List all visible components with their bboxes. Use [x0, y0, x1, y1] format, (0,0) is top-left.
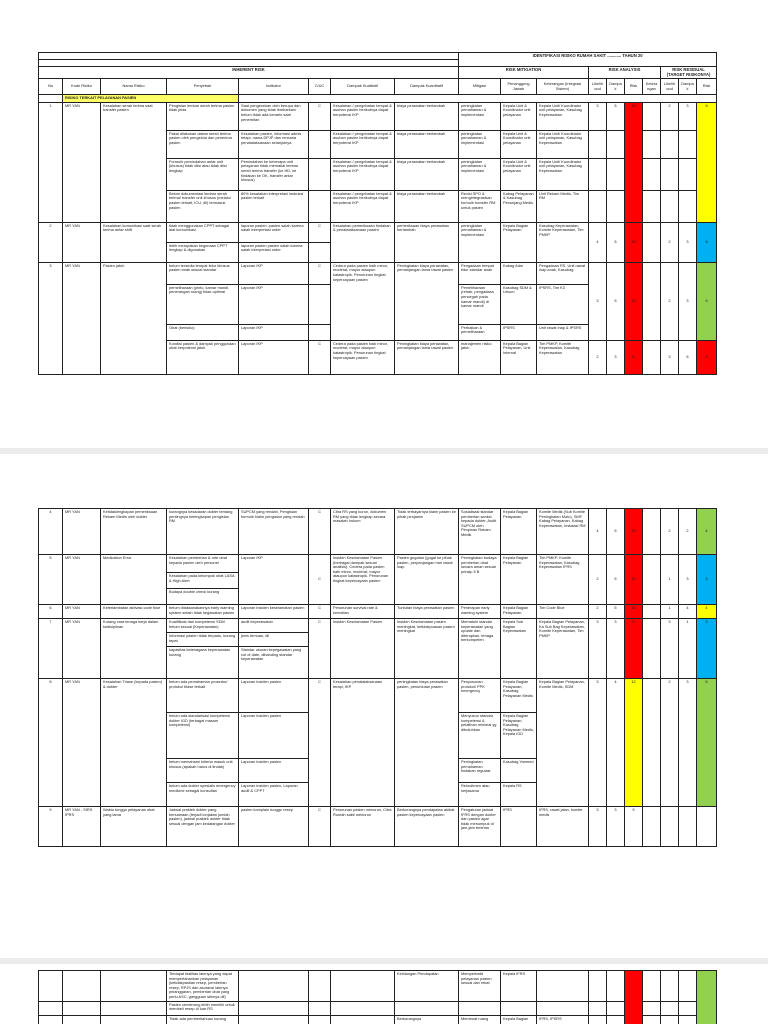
likelihood: 4: [589, 509, 607, 555]
risk-score: 20: [625, 222, 643, 262]
impact-residual: 3: [679, 222, 697, 262]
col-dampak-kuantitatif: Dampak Kuantitatif: [395, 79, 459, 95]
impact: 5: [607, 262, 625, 340]
page-2: [0, 500, 768, 930]
col-risk: Risk: [625, 79, 643, 95]
impact: 5: [607, 509, 625, 555]
cause: Belum dokumentasi lembar serah terima/ transfer unit khusus (melalui pasien terkait, ICU, dll) termasuk pasien: [167, 190, 239, 222]
risk-name: Pasien jatuh: [101, 262, 167, 374]
likelihood: 3: [589, 807, 607, 847]
impact-residual: 3: [679, 679, 697, 807]
cause: Budaya double check kurang: [167, 589, 239, 605]
mitigation: Peningkatan pemahaman tindakan regulasi: [459, 759, 501, 783]
impact: 5: [607, 102, 625, 130]
risk-no: 4: [39, 509, 63, 555]
col-penyebab: Penyebab: [167, 79, 239, 95]
cause: belum ada dokter spesialis emergency medicine sebagai konsultan: [167, 783, 239, 807]
pic: Kasubag Yanmed: [501, 759, 537, 783]
risk-score: 15: [625, 262, 643, 340]
pic: Kabag Pelayanan & Kasubag Penunjang Medis: [501, 190, 537, 222]
cuc: C: [309, 102, 331, 130]
pic: Kabag Adm: [501, 262, 537, 284]
risk-residual-score: 6: [697, 222, 717, 262]
cause: lebih merupakan kegunaan CPPT lengkap & digunakan: [167, 242, 239, 262]
impact-qual: Kesalahan / pengobatan tempat & asuhan pasien berikutnya dapat berpotensi IKP: [331, 102, 395, 130]
risk-code: MR YAN: [63, 509, 101, 555]
risk-no: 1: [39, 102, 63, 222]
indicator: Laporan insiden pasien: [239, 679, 309, 713]
indicator: Kesalahan pasien, informasi admis tetapi, nama DPJP dan rencana penatalaksanaan selanjutnya: [239, 130, 309, 158]
risk-code: MR YAN: [63, 605, 101, 619]
col-penanggung-jawab: Penanggung Jawab: [501, 79, 537, 95]
impact-quant: Peningkatan biaya perawatan, pemanjangan lama rawat pasien: [395, 340, 459, 374]
impact-qual: Cedera pada pasien baik minor, moderat, mayor ataupun katastropik. Penurunan tingkat kepercayaan pasien: [331, 340, 395, 374]
likelihood: 2: [589, 555, 607, 605]
risk-residual-score: 3: [697, 619, 717, 679]
risk-score: 10: [625, 605, 643, 619]
impact-residual: 3: [679, 102, 697, 130]
likelihood: 3: [589, 102, 607, 130]
cuc: C: [309, 679, 331, 807]
mitigation: Perbaikan & pemeliharaan: [459, 324, 501, 340]
col-keterangan-2: Keterangan: [643, 79, 661, 95]
cause: Pakai dilakukan dalam serah terima pasien oleh pengelola dan penerima pasien: [167, 130, 239, 158]
risk-score: 12: [625, 679, 643, 807]
impact-quant: Peningkatan biaya perawatan, pemanjangan lama rawat pasien: [395, 262, 459, 340]
indicator: audit keperawatan: [239, 619, 309, 633]
pic: IPSRS: [501, 324, 537, 340]
cause: Pasien cenderung lebih memilih untuk membeli resep di luar RS: [167, 1001, 239, 1015]
note: Unit rawat inap & IPSRS: [537, 324, 589, 340]
cause: Obat (berisiko): [167, 324, 239, 340]
impact-quant: Berkurangnya: [395, 1015, 459, 1024]
note: IFRS, IPSRS: [537, 1015, 589, 1024]
table-row: [39, 509, 717, 555]
impact-residual: 1: [679, 619, 697, 679]
table-row: [39, 102, 717, 130]
cause: Kualifikasi dan kompetensi SDM belum sesuai (Keperawatan): [167, 619, 239, 633]
pic: Kepala Unit & Koordinator unit pelayanan: [501, 158, 537, 190]
likelihood-residual: 1: [661, 555, 679, 605]
table-row: [39, 971, 717, 1002]
impact-residual: 3: [679, 262, 697, 340]
risk-no: 7: [39, 619, 63, 679]
note: IPSRS, Tim K3: [537, 284, 589, 324]
cause: belum memahami kriteria masuk unit khusus (apakah harus di tindak): [167, 759, 239, 783]
table-row: [39, 605, 717, 619]
indicator: Laporan IKP: [239, 555, 309, 605]
likelihood-residual: 2: [661, 262, 679, 340]
cuc: C: [309, 555, 331, 605]
pic: Kepala Unit & Koordinator unit pelayanan: [501, 102, 537, 130]
table-row: [39, 555, 717, 573]
impact-quant: Kehilangan Pendapatan: [395, 971, 459, 1002]
impact: 3: [607, 619, 625, 679]
cause: Jadwal praktek dokter yang bersamaan (terjadi lonjakan jumlah pasien), jadwal praktek dokter tidak sesuai dengan jam kedatangan dokter: [167, 807, 239, 847]
likelihood-residual: 2: [661, 102, 679, 130]
likelihood: 3: [589, 679, 607, 807]
indicator: Laporan insiden pasien: [239, 713, 309, 759]
risk-residual-label: RISK RESIDUAL (TARGET RISIKONYA): [661, 67, 717, 79]
cause: Kesalahan pemberian & rute obat kepada pasien oleh personel: [167, 555, 239, 573]
likelihood-residual: 2: [661, 222, 679, 262]
col-dampak: Dampak: [607, 79, 625, 95]
impact-qual: Penurunan pasien menurun, Citra Rumah sakit menurun: [331, 807, 395, 847]
note: Tim Code Blue: [537, 605, 589, 619]
indicator: Laporan insiden keselamatan pasien: [239, 605, 309, 619]
note: Tim PMKP, Komite Keperawatan, Kasubag Keperawatan IFRS: [537, 555, 589, 605]
mitigation: Pengaturan jadwal IFRS dengan dokter dan pasien agar tidak menumpuk di jam-jam tertentu: [459, 807, 501, 847]
indicator: pasien komplain tunggu resep: [239, 807, 309, 847]
cuc: C: [309, 605, 331, 619]
col-cuc: C/UC: [309, 79, 331, 95]
risk-code: MR YAN: [63, 619, 101, 679]
cause: kapasitas ketenagaan keperawatan kurang: [167, 647, 239, 679]
mitigation: Revisi SPO & mengintegrasikan formulir transfer RM untuk pasien: [459, 190, 501, 222]
impact-quant: biaya perawatan bertambah: [395, 102, 459, 130]
risk-score: 20: [625, 509, 643, 555]
pic: Kepala RS: [501, 783, 537, 807]
risk-score: 6: [625, 340, 643, 374]
impact-quant: peningkatan biaya perawatan pasien, penuntutan pasien: [395, 679, 459, 807]
indicator: Saat pengecekan oleh berupa dan dokumen yang tidak lembarkan/ belum tidak ada kenarin saat penerbitan: [239, 102, 309, 130]
cause: Terdapat fasilitas lainnya yang dapat mempertahankan pelayanan (ketidakpastian resep, pemberian resep, RPJS dan asuransi lainnya pelanggaran, pemberian obat yang perlu ASC, gangguan lainnya dll): [167, 971, 239, 1002]
likelihood-residual: 2: [661, 679, 679, 807]
mitigation: manajemen risiko jatuh: [459, 340, 501, 374]
impact: 3: [607, 340, 625, 374]
impact-qual: Insiden Keselamatan Pasien: [331, 619, 395, 679]
cause: tidak menggunakan CPPT sebagai alat komunikasi: [167, 222, 239, 242]
col-keterangan: Keterangan (Integrasi Sistem): [537, 79, 589, 95]
mitigation: Mematuhi standar keperawatan yang update dan diterapkan, tenaga berkompeten: [459, 619, 501, 679]
risk-name: Medication Error: [101, 555, 167, 605]
page-separator: [0, 958, 768, 964]
pic: Kasubag SDM & Umum: [501, 284, 537, 324]
risk-name: Kesalahan Triase (kepada pasien) & dokter: [101, 679, 167, 807]
impact-quant: Berkurangnya pendapatan akibat pasien kepercayaan pasien: [395, 807, 459, 847]
risk-code: MR YAN - SIRS IPRS: [63, 807, 101, 847]
impact-residual: 3: [679, 555, 697, 605]
cause: belum ada standarisasi kompetensi dokter IGD (terbagai masam kompetensi): [167, 713, 239, 759]
note: Komite Medik (Sub Komite Peningkatan Mutu), SMF, Kabag Pelayanan, Kabag Keperawatan, Instalasi RM: [537, 509, 589, 555]
likelihood-residual: 2: [661, 509, 679, 555]
mitigation: Penerapan early warning system: [459, 605, 501, 619]
risk-no: 9: [39, 807, 63, 847]
indicator: jenis temuan, dll: [239, 633, 309, 647]
indicator: Standar ukuran kepegawaian yang cut of date, dibanding standar keperawatan: [239, 647, 309, 679]
cuc: C: [309, 340, 331, 374]
document-title: IDENTIFIKASI RISIKO RUMAH SAKIT ............ TAHUN 20: [459, 53, 717, 67]
pic: Kepala Bagian: [501, 1015, 537, 1024]
col-dampak-kualitatif: Dampak Kualitatif: [331, 79, 395, 95]
risk-no: 5: [39, 555, 63, 605]
pic: Kepala Bagian Pelayanan, Kasubag Pelayanan Medis, Kepala IGD: [501, 713, 537, 759]
impact-qual: Kesalahan penatalaksanaan terapi, IKP: [331, 679, 395, 807]
risk-name: Ketidaklengkapan pemeriksaan Rekam Medis oleh dokter: [101, 509, 167, 555]
note: Kepala Unit/ Koordinator unit pelayanan, Kasubag Keperawatan: [537, 130, 589, 158]
pic: Kepala Bagian Pelayanan, Kasubag Pelayanan Medis: [501, 679, 537, 713]
risk-mitigation-label: RISK MITIGATION: [459, 67, 589, 79]
risk-code: MR YAN: [63, 679, 101, 807]
impact-qual: Citra RS yang kurun, dokumen RM yang tidak lengkap secara masalah hukum: [331, 509, 395, 555]
col-no: No: [39, 79, 63, 95]
cause: Kesalahan pada kelompok obat LASA & High Alert: [167, 573, 239, 589]
risk-residual-score: 6: [697, 102, 717, 222]
cause: belum ada pemahaman prosedur/ protokol triase terkait: [167, 679, 239, 713]
col-likelihood: Likelihood: [589, 79, 607, 95]
impact-residual: 2: [679, 509, 697, 555]
col-nama: Nama Risiko: [101, 79, 167, 95]
table-row: [39, 222, 717, 242]
indicator: Pemindahan ke beberapa unit pelayanan tidak memakai lembar serah terima transfer (ke HD, ke tindakan ke OK, transfer antar khusus): [239, 158, 309, 190]
cuc: C: [309, 262, 331, 284]
cause: kurangnya kesadaran dokter tentang pentingnya kelengkapan pengisian RM: [167, 509, 239, 555]
impact-quant: biaya perawatan bertambah: [395, 130, 459, 158]
impact-quant: pemeriksaan biaya perawatan bertambah: [395, 222, 459, 262]
page-separator: [0, 448, 768, 454]
impact: 5: [607, 222, 625, 262]
likelihood: 2: [589, 605, 607, 619]
risk-residual-score: 6: [697, 679, 717, 807]
mitigation: Penyusunan protokol/ PPK emergency: [459, 679, 501, 713]
impact-quant: Tuntutan biaya perawatan pasien: [395, 605, 459, 619]
risk-no: 6: [39, 605, 63, 619]
risk-table-page-2: [38, 508, 717, 847]
risk-residual-score: 6: [697, 340, 717, 374]
risk-residual-score: 4: [697, 605, 717, 619]
indicator: Laporan IKP: [239, 340, 309, 374]
col-dampak-2: Dampak: [679, 79, 697, 95]
likelihood: 3: [589, 262, 607, 340]
risk-score: 9: [625, 619, 643, 679]
note: Tim PMKP, Komite Keperawatan, Kasubag Keperawatan: [537, 340, 589, 374]
impact: 4: [607, 679, 625, 807]
impact-qual: Cedera pada pasien baik minor, moderat, mayor ataupun katastropik. Penurunan tingkat kepercayaan pasien: [331, 262, 395, 340]
impact-quant: biaya perawatan bertambah: [395, 190, 459, 222]
risk-table-page-1: [38, 52, 717, 375]
risk-code: MR YAN: [63, 222, 101, 262]
risk-name: Kurang cara tenaga kerja dalam kedisiplinan: [101, 619, 167, 679]
likelihood-residual: 3: [661, 340, 679, 374]
risk-code: MR YAN: [63, 102, 101, 222]
indicator: Laporan insiden pasien, Laporan audit & CPPT: [239, 783, 309, 807]
impact-quant: biaya perawatan bertambah: [395, 158, 459, 190]
indicator: Laporan IKP: [239, 284, 309, 324]
mitigation: peningkatan pemahaman & implementasi: [459, 222, 501, 262]
likelihood: 4: [589, 222, 607, 262]
risk-no: 2: [39, 222, 63, 262]
indicator: laporan pasien: pasien salah karena salah interpretasi order: [239, 222, 309, 242]
impact-residual: 4: [679, 605, 697, 619]
table-row: [39, 1015, 717, 1024]
table-row: [39, 1001, 717, 1015]
mitigation: Peningkatan budaya pemberian obat secara aman sesuai prinsip 5 B: [459, 555, 501, 605]
mitigation: Pengadaan tempat tidur standar anak: [459, 262, 501, 284]
impact: 5: [607, 605, 625, 619]
pic: Kepala Sub Bagian Keperawatan: [501, 619, 537, 679]
pic: Kepala Unit & Koordinator unit pelayanan: [501, 130, 537, 158]
likelihood-residual: 3: [661, 619, 679, 679]
col-kode: Kode Risiko: [63, 79, 101, 95]
impact: 5: [607, 555, 625, 605]
impact-quant: Tidak terbayarnya klaim pasien ke pihak penjamin: [395, 509, 459, 555]
note: Kepala Unit/ Koordinator unit pelayanan, Kasubag Keperawatan: [537, 158, 589, 190]
risk-residual-score: 3: [697, 555, 717, 605]
cuc: C: [309, 509, 331, 555]
cause: Kondisi pasien & dampak penggunaan obat berpotensi jatuh: [167, 340, 239, 374]
impact-qual: Kesalahan / pengobatan tempat & asuhan pasien berikutnya dapat berpotensi IKP: [331, 158, 395, 190]
indicator: Laporan insiden pasien: [239, 759, 309, 783]
risk-score: 10: [625, 555, 643, 605]
col-likelihood-2: Likelihood: [661, 79, 679, 95]
risk-no: 8: [39, 679, 63, 807]
col-mitigasi: Mitigasi: [459, 79, 501, 95]
cuc: C: [309, 222, 331, 242]
page-3: [0, 970, 768, 1024]
note: Kasubag Keperawatan, Komite Keperawatan, Tim PMKP: [537, 222, 589, 262]
risk-code: MR YAN: [63, 262, 101, 374]
impact: 3: [607, 807, 625, 847]
risk-code: MR YAN: [63, 555, 101, 605]
risk-table-page-3: [38, 970, 717, 1024]
page-1: [0, 0, 768, 400]
risk-name: Keterlambatan aktivasi code blue: [101, 605, 167, 619]
note: Kepala Bagian Pelayanan, Komite Medis, SDM: [537, 679, 589, 807]
mitigation: Pemeliharaan (rehab, pengadaan pencegah pada kamar mandi) di kamar mandi: [459, 284, 501, 324]
impact-qual: Insiden Keselamatan Pasien (berbagai dampak sesuai analisis). Cedera pada pasien baik minor, moderat, mayor ataupun katastropik. Penurunan tingkat kepercayaan pasien: [331, 555, 395, 605]
cause: Informasi pasien tidak terpadu, kurang tepat: [167, 633, 239, 647]
risk-name: Kesalahan komunikasi saat serah terima antar shift: [101, 222, 167, 262]
cuc: C: [309, 807, 331, 847]
pic: Kepala Bagian Pelayanan: [501, 509, 537, 555]
impact-qual: Penurunan survival rate & kematian: [331, 605, 395, 619]
mitigation: Menyusun standar kompetensi & pelatihan minimal yg dibutuhkan: [459, 713, 501, 759]
risk-name: Kesalahan serah terima saat transfer pasien: [101, 102, 167, 222]
risk-analysis-label: RISK ANALYSIS: [589, 67, 661, 79]
cuc: C: [309, 619, 331, 679]
indicator: laporan pasien pasien salah karena salah interpretasi order: [239, 242, 309, 262]
table-row: [39, 807, 717, 847]
pic: Kepala Bagian Pelayanan: [501, 605, 537, 619]
risk-residual-score: 4: [697, 509, 717, 555]
indicator: 80% kesalahan interpretasi instruksi pasien terkait: [239, 190, 309, 222]
pic: Kepala Bagian Pelayanan: [501, 555, 537, 605]
category-label: RISIKO TERKAIT PELAYANAN PASIEN: [63, 95, 239, 103]
mitigation: Memperbaiki pelayanan pasien sesuai dan rekat: [459, 971, 501, 1002]
table-row: [39, 262, 717, 284]
col-risk-2: Risk: [697, 79, 717, 95]
cause: Tidak ada pemberitahuan kurang: [167, 1015, 239, 1024]
indicator: Laporan IKP: [239, 262, 309, 284]
impact-qual: Kesalahan / pengobatan tempat & asuhan pasien berikutnya dapat berpotensi IKP: [331, 130, 395, 158]
impact-residual: 6: [679, 340, 697, 374]
risk-no: 3: [39, 262, 63, 374]
inherent-risk-label: INHERENT RISK: [39, 67, 459, 79]
note: Pengadaan RS, Unit rawat inap anak, Kasubag: [537, 262, 589, 284]
pic: Kepala Bagian Pelayanan: [501, 222, 537, 262]
note: Kepala Bagian Pelayanan, Ka Sub Bag Keperawatan, Komite Keperawatan, Tim PMKP: [537, 619, 589, 679]
likelihood: 2: [589, 340, 607, 374]
mitigation: Rekruitmen atau kerjasama: [459, 783, 501, 807]
mitigation: peningkatan pemahaman & implementasi: [459, 158, 501, 190]
note: IFRS, rawat jalan, komite medis: [537, 807, 589, 847]
cause: belum tersedia tempat tidur khusus pasien anak sesuai standar: [167, 262, 239, 284]
mitigation: Membuat ruang: [459, 1015, 501, 1024]
cause: Pengisian lembar serah terima pasien tidak jelas: [167, 102, 239, 130]
cause: Formulir pemindahan antar unit (khusus) tidak diisi atau tidak diisi lengkap: [167, 158, 239, 190]
note: Unit Rekam Medis, Tim RM: [537, 190, 589, 222]
pic: IFRS: [501, 807, 537, 847]
risk-score: 9: [625, 807, 643, 847]
table-row: [39, 619, 717, 633]
col-indikator: Indikator: [239, 79, 309, 95]
cause: belum dilaksanakannya early warning system selain tidak kegawatan pasien: [167, 605, 239, 619]
note: Kepala Unit/ Koordinator unit pelayanan, Kasubag Keperawatan: [537, 102, 589, 130]
likelihood: 3: [589, 619, 607, 679]
mitigation: peningkatan pemahaman & implementasi: [459, 130, 501, 158]
cause: pemeliharaan (pintu, kamar mandi, penerangan ruang) tidak optimal: [167, 284, 239, 324]
impact-qual: Kesalahan pemeriksaan tindakan & penatalaksanaan pasien: [331, 222, 395, 262]
impact-quant: Pasien gugatan (gugat ke pihak pasien, perpanjangan hari rawat inap: [395, 555, 459, 605]
impact-qual: Kesalahan / pengobatan tempat & asuhan pasien berikutnya dapat berpotensi IKP: [331, 190, 395, 222]
table-row: [39, 679, 717, 713]
impact-quant: Insiden Keselamatan pasien meningkat, ketidakpuasan pasien meningkat: [395, 619, 459, 679]
risk-score: 15: [625, 102, 643, 222]
indicator: Laporan IKP: [239, 324, 309, 340]
risk-residual-score: 6: [697, 262, 717, 340]
pic: Kepala IFRS: [501, 971, 537, 1002]
pic: Kepala Bagian Pelayanan, Unit Internal: [501, 340, 537, 374]
likelihood-residual: 1: [661, 605, 679, 619]
indicator: SUPCM yang rendah, Pengisian formulir klaim pengisian yang rendah: [239, 509, 309, 555]
mitigation: peningkatan pemahaman & implementasi: [459, 102, 501, 130]
risk-name: Waktu tunggu pelayanan obat yang lama: [101, 807, 167, 847]
mitigation: Sosialisasi standar pemberian sanksi kepada dokter, Audit SUPCM oleh Pimpinan Rekam Medik: [459, 509, 501, 555]
